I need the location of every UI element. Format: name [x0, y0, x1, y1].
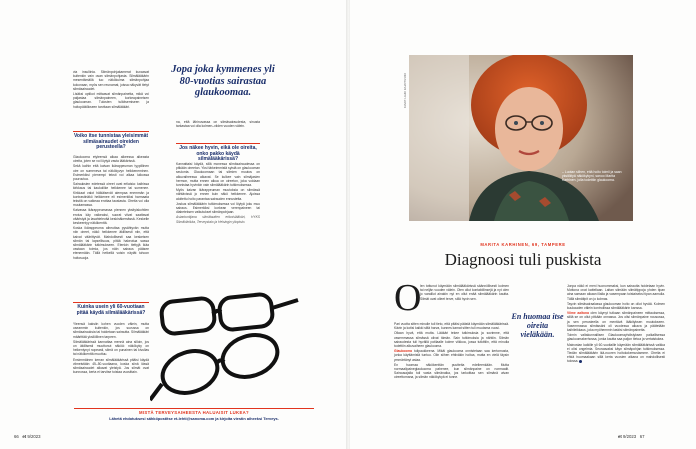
- article-headline: Diagnoosi tuli puskista: [444, 250, 602, 269]
- magazine-name: et: [618, 434, 622, 439]
- folio-right: [618, 434, 645, 439]
- folio-left: [14, 434, 41, 439]
- footer-text: Lähetä ehdotuksesi sähköpostitse et-lehti@sanoma.com ja kirjoita viestin aiheeksi Terveys.: [109, 416, 279, 421]
- eyeglasses-illustration: [150, 292, 300, 404]
- bridge-top: [213, 311, 221, 314]
- paragraph: Glaukooma etyleensä alkaa alkeessa alkeasta oireita, joten se voi löytyä vasta lääkärissä.: [73, 155, 149, 164]
- left-column-1c: [73, 322, 149, 375]
- paragraph: Lisäksi optikot mittaavat silmänpainetta, mikä voi paljastaa silmänpaineen, korkeapaineisen glaukooman. Tulosten tulkitsemiseen ja hoitopäätökseen tarvitaan silmälääkäri.: [73, 92, 149, 109]
- subhead-symptoms: Voiko itse tunnistaa yleisimmät silmäsairaudet oireiden perusteella?: [73, 133, 149, 151]
- face: [495, 87, 563, 171]
- end-mark-icon: [579, 360, 582, 363]
- paragraph: [567, 311, 665, 332]
- paragraph: via insuliinia. Silmänpohjakamerat kuvaavat kuitenkin vain osan silmänpohjasta. Silmälääkärin mesentämällä tuo näkökulma silmänpohjaa kokonaan, myös sen reunamat, joissa näkyvät tietyt silmäsairaudet.: [73, 70, 149, 91]
- left-page: [0, 0, 346, 449]
- paragraph: Sekä kaihin että kaivan ikärappeuman tyypillinen oire on sumeneva tai näkökyvyn heikkeneminen. Esimerkiksi pienempi teksti voi alkaa luikossa puuroutua.: [73, 164, 149, 182]
- issue-number: 9/2023: [27, 434, 41, 439]
- paragraph: En huomaa näkökenttän puutteita edelleenkään. Mutta normaalipaineglaukooma pahenee, kun silmänpaine on normaalit. Sairausajalla tuli vasta silmänaika, jos tarkoittaa sen silmänä aivan oireettomana, ja silmän näkökykyä ei tunne.: [394, 362, 509, 380]
- paragraph: Tayvin silmäsairaalassa glaukooman hoito on ollut hyvää. Kolmen kuukauden välein kontrollissa silmälääkärin kanssa.: [567, 301, 665, 311]
- subhead-rule: [73, 302, 149, 303]
- portrait-illustration: [409, 55, 633, 221]
- footer-title: MISTÄ TERVEYSAIHEESTA HALUAISIT LUKEA?: [139, 410, 249, 415]
- paragraph: Kannattaisi käydä, sillä monessa silmäsairaudessa on pitkään oireeton. Yksi tärkeimmistä syistä on glaukooman seulonta. Glaukoomaan tai silmien muutos on alkuvaiheessa alkavat. Se kulkee vain silmäjasien hermon, mutta ennen alkua on oireeton, joka voidaan tunnistaa hyvinkin vain silmälääkärin tutkimuksessa.: [176, 162, 260, 188]
- left-column-2: [176, 120, 260, 129]
- page-number: 66: [14, 434, 19, 439]
- paragraph: Kaivassa ikärappeumassa piennen yksityiskohtien erotus käy vaikeaksi, suorat viivat saattavat vääristyä ja lasahtelevää keskinäkemässä. Keskelle keskeentyy näkökenttä.: [73, 208, 149, 226]
- footer-rule: [74, 408, 314, 409]
- paragraph: Silmälääkärissä kannattaa mennä aina silloin, jos on äkillisesti muuttunut näköä: näkökyky on heikentynyt nopeasti, silmä on punainen tai kivulias tai näkökenttä muuttuu.: [73, 339, 149, 357]
- paragraph: Ollaan hyvä, että mutta. Lääkäri tekee tutkimuksia ja sovimme, että vasemmassa silmässä olivat tämän. Sain tutkimuksia ja nähtiin. Silmän sairaudesta tuli hyvällä potilaalle kolme viikkoa, jossa tutkittiin, että minulla todettiin alkuvaiheen glaukooma.: [394, 331, 509, 349]
- lens-frame-right-bottom: [217, 328, 283, 383]
- paragraph: [394, 349, 509, 362]
- left-column-2b: [176, 162, 260, 225]
- issue-number: 9/2023: [623, 434, 637, 439]
- photo-caption: – Luotan siihen, että hoito toimii ja saan yksilöityä näkökykyni, sanoo Marita Karhinen, jolla todettiin glaukooma.: [562, 170, 622, 183]
- pullquote-right: En huomaa itse oireita vieläkään.: [511, 312, 564, 339]
- paragraph: len tottunut käymään silmälääkärissä säännöllisesti kolmen tai neljän vuoden välein. Olen ollut kontaktilinsejä ja nyt olen jo varaillut ainakin nyt en ollut enää silmälääkärin kautta. Silmät ovat olleet terve, sillä hyvin sen.: [420, 284, 509, 301]
- paragraph-text: olen käynyt tutkaan silmänpaineen mittauksessa, silllä se on ollut pitkään onnassa. Jos olisi silmänpaine nousussa, ja sen perusteella on mentävä lääkityksen muutokseen. Vasemmassa silmässäni oli vuodessa alkava ja päätetään kaihileikkaus, joka myöhemmin laskisi silmänpainetta.: [567, 311, 665, 333]
- drop-cap: O: [394, 277, 422, 319]
- paragraph: na, että lähinuvassa on silmäsairaudesta, sinusta tarkastaa voi olla kolmen–viiden vuoden välein.: [176, 120, 260, 129]
- page-number: 67: [639, 434, 645, 439]
- paragraph: Koska ikärappeuma aiheuttaa pysähtyvän mutta niin oireet, näkö heikkenee äkillisesti niin, että kaivat väärittyvät. Mahdollisesti saa keskeisen silmän tai lapsellisuus, pitää hakeutua sassa silmälääkärin tutkimukseen. Etenkin tiettyjä ikäa vastaan toimia, jos näin sairaus pääsee etenemään. Tällä hetkellä voisin näytät tuhoon hoitosuoja.: [73, 226, 149, 260]
- left-column-1b: [73, 155, 149, 261]
- footer-note: [74, 410, 314, 421]
- paragraph: Myös kaivan ikärappeuman muutoksia on silmässä nähtävissä jo ennen kuin näkö heikkenee. Ajoissa aloitettu hoito parantaa sairauden ennustetta.: [176, 188, 260, 201]
- lens-frame-left-top: [160, 297, 215, 334]
- pullquote-left: Jopa joka kymmenes yli 80-vuotias sairastaa glaukoomaa.: [171, 64, 275, 98]
- paragraph: Sairauksien edetessä oireet ovat erilaisia: kaihissa kirkkaus tai kaukoliike heikkenee tai sumenee. Kirkkaat valot häikäisevät aiempaa enemmän ja kontrastinäkö heikkenee eli esimerkiksi harmaata tekstiä on vaikeaa erottaa taustasta. Oireita voi olla muutamassa.: [73, 182, 149, 208]
- paragraph: Toimin valtakunnallisen Glaukoomayhdistyksen paikallisessa glaukoomakerhossa, jonka kautta saa paljon tietoa ja vertaistukea.: [567, 333, 665, 342]
- highlight-term: Viime aaltona: [567, 311, 589, 316]
- photo-credit: KUVAT: LAURI RAJATTUSMO: [404, 72, 407, 108]
- paragraph-text: tulipaukkeena. Mikäi glaukooma onnistetaan saa kertomusta, jonka käyttämistä tuntuu. Olin siihen ehtiväkin hoitoa, mutta en vielä täysin ymmärtänyt asiaa.: [394, 349, 509, 362]
- temple-top: [272, 300, 298, 308]
- temple-bottom: [150, 384, 162, 400]
- portrait-photo: [409, 55, 633, 221]
- left-column-1: [73, 70, 149, 110]
- subhead-rule: [176, 143, 260, 144]
- subhead-no-symptoms: Jos näkee hyvin, eikä ole oireita, onko pakko käydä silmälääkärissä?: [179, 145, 257, 163]
- paragraph: Joskus silmälääkärin tutkimuksessa voi löytyä joku muu sairaus. Esimerkiksi korkean verenpaineen tai diabeteksen vaikutukset silmänpohjaan.: [176, 201, 260, 215]
- right-column-1-intro: [420, 284, 509, 302]
- paragraph-text: Mainostan kaikille yli 60-vuotiaille käymään silmälääkärissä vaikka ei olisi ongelmia. Seuraavaksi käyn silmäpohjan tutkimuksessa. Tiedän silmälääkärin ikä-nuoren hoitokokemustamme. Oireita ei ehkä huomaakaan sillä kerta vuosien aikana on mahdollisesti tulossa.: [567, 342, 665, 364]
- subhead-frequency: Kuinka usein yli 60-vuotiaan pitää käydä silmälääkärissä?: [76, 304, 146, 316]
- lens-frame-right-top: [218, 293, 273, 330]
- person-kicker: MARITA KARHINEN, 69, TAMPERE: [480, 242, 566, 247]
- paragraph: Ensimmäinen kerran silmälääkärissä pitäisi käydä viimeistään 45–50-vuotiaana, koska siinä iässä silmäsairaudet alkavat yleistyä. Jos silmät ovat kunnossa, kerta ei tarvitse toistaa vuosittain.: [73, 357, 149, 375]
- paragraph: Jonpa näkö ei meni huonommaksi, kun sairautta hoidetaan hyvin. Mottona ovat kattellaan. Laitan silmään silmätippoja yhden tipan aina samaan aikaan illalla ja vasempaan toistaiseksi tipan aamulla. Tällä silmätipit on jo kolmas.: [567, 284, 665, 301]
- lens-frame-left-bottom: [157, 344, 223, 399]
- right-column-1: [394, 322, 509, 381]
- right-column-2: [567, 284, 665, 365]
- source-note: Asiantuntijana silmätautien erikoislääkäri, HYKS Silmäklinikka, Terveystalo ja Helsingin yliopisto.: [176, 215, 260, 224]
- magazine-name: et: [22, 434, 27, 439]
- paragraph: Pari vuotta sitten minulle tuli tieto, että pitäisi päästä käymään silmälääkärissä. Kävin ja kotisi kaikki siltä harva, kunnes kamat sitten tuli muutama vuosi.: [394, 322, 509, 331]
- paragraph: Yleensä kaksiin kohen vuoden välein, mutta useammin kuitenkin, jos suvussa on silmäsairauksia tai hoidetaan sairautta. Silmälääkäri määrittää yksilöllinen tarpeen.: [73, 322, 149, 339]
- subhead-rule: [73, 131, 149, 132]
- highlight-term: Glaukooma: [394, 349, 412, 354]
- paragraph: [567, 343, 665, 364]
